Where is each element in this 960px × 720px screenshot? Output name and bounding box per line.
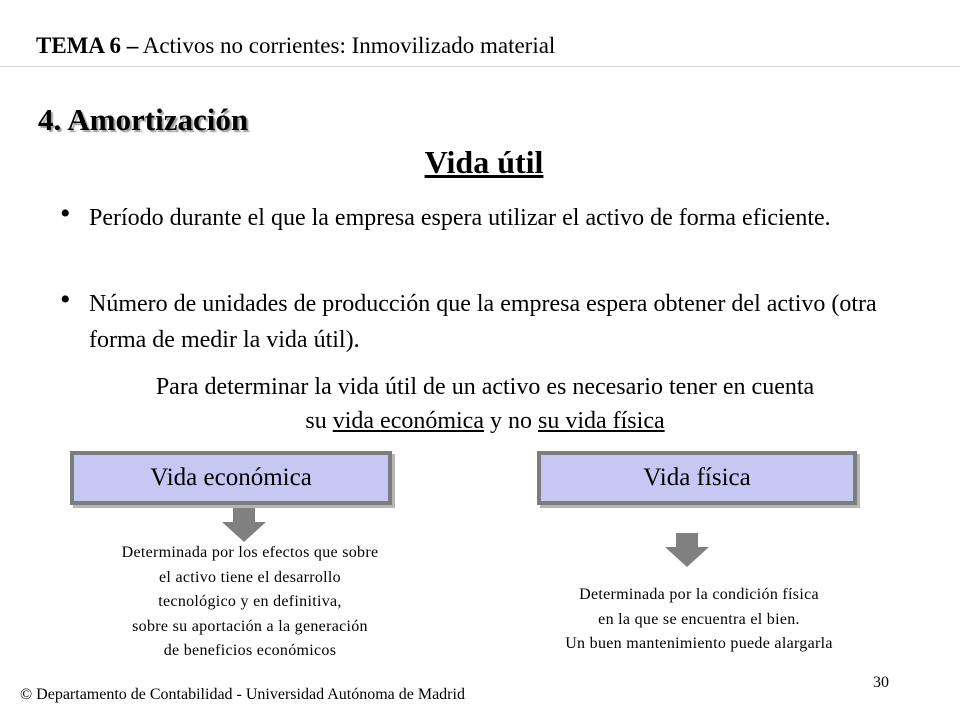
page-number: 30 <box>873 674 889 691</box>
footer-copyright: © Departamento de Contabilidad - Universidad Autónoma de Madrid <box>20 686 465 703</box>
note-line-2 <box>40 404 930 438</box>
description-line: Determinada por la condición física <box>579 586 819 603</box>
physical-life-box: Vida física <box>537 451 857 505</box>
bullet-text: Número de unidades de producción que la empresa espera obtener del activo (otra forma de medir la vida útil). <box>89 291 877 353</box>
note-line-1: Para determinar la vida útil de un activo es necesario tener en cuenta <box>155 374 815 400</box>
header-title <box>36 32 555 60</box>
down-arrow-icon <box>222 508 266 542</box>
economic-life-description <box>60 541 440 664</box>
useful-life-note <box>40 370 930 438</box>
description-line: Un buen mantenimiento puede alargarla <box>565 635 833 652</box>
header-topic-name: Activos no corrientes: Inmovilizado material <box>138 33 556 58</box>
note-physical-life: su vida física <box>537 408 665 434</box>
physical-life-description <box>510 583 888 657</box>
description-line: en la que se encuentra el bien. <box>598 610 800 628</box>
bullet-item <box>60 197 890 236</box>
header-topic-number: TEMA 6 – <box>36 33 139 58</box>
description-line: el activo tiene el desarrollo <box>159 568 341 586</box>
description-line: de beneficios económicos <box>163 642 337 659</box>
bullet-dot: • <box>60 197 71 230</box>
description-line: sobre su aportación a la generación <box>132 617 368 635</box>
economic-life-box: Vida económica <box>70 451 392 505</box>
slide-title: Vida útil <box>424 144 544 180</box>
arrow-shape <box>665 533 709 567</box>
arrow-shape <box>222 508 266 542</box>
note-mid: y no <box>483 408 538 434</box>
down-arrow-icon <box>665 533 709 567</box>
description-line: tecnológico y en definitiva, <box>158 593 342 610</box>
header-divider <box>0 66 960 67</box>
bullet-dot: • <box>60 283 71 316</box>
bullet-item <box>60 283 890 358</box>
note-pre: su <box>305 408 333 434</box>
bullet-text: Período durante el que la empresa espera utilizar el activo de forma eficiente. <box>89 205 831 231</box>
description-line: Determinada por los efectos que sobre <box>121 544 379 561</box>
note-economic-life: vida económica <box>332 408 484 434</box>
section-title: 4. Amortización <box>38 102 249 137</box>
